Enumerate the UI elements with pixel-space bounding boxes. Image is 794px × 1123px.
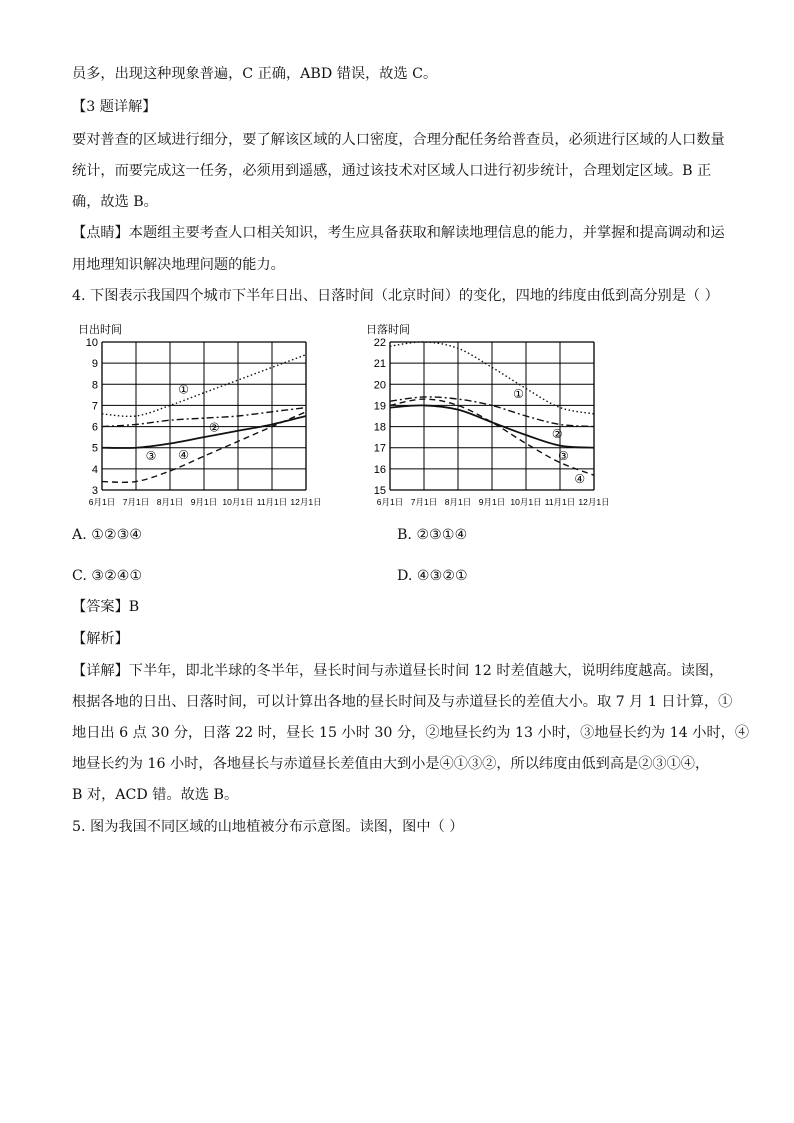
question-4: 4. 下图表示我国四个城市下半年日出、日落时间（北京时间）的变化，四地的纬度由低到高分别是（ ） <box>72 288 719 304</box>
series-label-2: ② <box>551 426 563 441</box>
detail-line-2: 根据各地的日出、日落时间，可以计算出各地的昼长时间及与赤道昼长的差值大小。取 7 月 1 日计算，① <box>72 694 733 710</box>
text-line-4: 统计，而要完成这一任务，必须用到遥感，通过该技术对区域人口进行初步统计，合理划定区域。B 正 <box>72 163 712 179</box>
text-line-7: 用地理知识解决地理问题的能力。 <box>72 257 285 273</box>
y-tick-label: 18 <box>373 421 386 434</box>
series-label-4: ④ <box>178 448 189 463</box>
series-label-2: ② <box>208 420 220 435</box>
y-tick-label: 4 <box>91 463 98 476</box>
y-tick-label: 5 <box>91 442 98 455</box>
detail-line-3: 地日出 6 点 30 分，日落 22 时，昼长 15 小时 30 分，②地昼长约为 13 小时，③地昼长约为 14 小时，④ <box>72 725 750 741</box>
option-c[interactable]: C. ③②④① <box>72 568 143 584</box>
x-tick-label: 10月1日 <box>222 497 254 507</box>
x-tick-label: 11月1日 <box>256 497 288 507</box>
detail-line-4: 地昼长约为 16 小时，各地昼长与赤道昼长差值由大到小是④①③②，所以纬度由低到高是②③①④， <box>72 756 710 772</box>
detail-line-5: B 对，ACD 错。故选 B。 <box>72 787 239 803</box>
series-label-4: ④ <box>574 471 586 486</box>
option-a[interactable]: A. ①②③④ <box>72 527 143 543</box>
x-tick-label: 10月1日 <box>510 497 542 507</box>
option-d[interactable]: D. ④③②① <box>397 568 468 584</box>
x-tick-label: 6月1日 <box>88 497 116 507</box>
series-label-3: ③ <box>558 448 569 463</box>
y-tick-label: 19 <box>373 400 386 413</box>
x-tick-label: 9月1日 <box>478 497 506 507</box>
x-tick-label: 8月1日 <box>156 497 184 507</box>
y-tick-label: 16 <box>373 463 386 476</box>
answer-label: 【答案】B <box>72 599 140 615</box>
sunset-chart <box>356 318 626 514</box>
analysis-label: 【解析】 <box>72 631 129 647</box>
y-tick-label: 7 <box>91 400 98 413</box>
chart-title: 日出时间 <box>78 324 122 336</box>
y-tick-label: 8 <box>91 379 98 392</box>
x-tick-label: 7月1日 <box>122 497 150 507</box>
x-tick-label: 8月1日 <box>444 497 472 507</box>
y-tick-label: 6 <box>91 421 98 434</box>
series-label-1: ① <box>178 382 189 397</box>
x-tick-label: 12月1日 <box>578 497 610 507</box>
series-label-1: ① <box>513 386 524 401</box>
x-tick-label: 7月1日 <box>410 497 438 507</box>
y-tick-label: 22 <box>373 337 386 349</box>
chart-title: 日落时间 <box>366 324 410 336</box>
sunrise-chart <box>68 318 338 514</box>
y-tick-label: 20 <box>373 379 386 392</box>
detail-line-1: 【详解】下半年，即北半球的冬半年，昼长时间与赤道昼长时间 12 时差值越大，说明纬度越高。读图， <box>72 663 724 679</box>
x-tick-label: 6月1日 <box>376 497 404 507</box>
y-tick-label: 10 <box>85 337 98 349</box>
y-tick-label: 17 <box>373 442 386 455</box>
y-tick-label: 3 <box>91 485 98 497</box>
option-b[interactable]: B. ②③①④ <box>397 527 468 543</box>
series-label-3: ③ <box>145 448 157 463</box>
x-tick-label: 12月1日 <box>290 497 322 507</box>
y-tick-label: 15 <box>373 485 386 497</box>
x-tick-label: 11月1日 <box>544 497 576 507</box>
question-5: 5. 图为我国不同区域的山地植被分布示意图。读图，图中（ ） <box>72 819 464 835</box>
text-line-3: 要对普查的区域进行细分，要了解该区域的人口密度，合理分配任务给普查员，必须进行区域的人口数量 <box>72 132 725 148</box>
x-tick-label: 9月1日 <box>190 497 218 507</box>
subheading-q3-detail: 【3 题详解】 <box>72 99 157 115</box>
y-tick-label: 21 <box>373 358 386 371</box>
y-tick-label: 9 <box>91 358 98 371</box>
text-line-6: 【点睛】本题组主要考查人口相关知识，考生应具备获取和解读地理信息的能力，并掌握和提高调动和运 <box>72 225 725 241</box>
text-line-5: 确，故选 B。 <box>72 194 158 210</box>
text-line-1: 员多，出现这种现象普遍，C 正确，ABD 错误，故选 C。 <box>72 66 438 82</box>
